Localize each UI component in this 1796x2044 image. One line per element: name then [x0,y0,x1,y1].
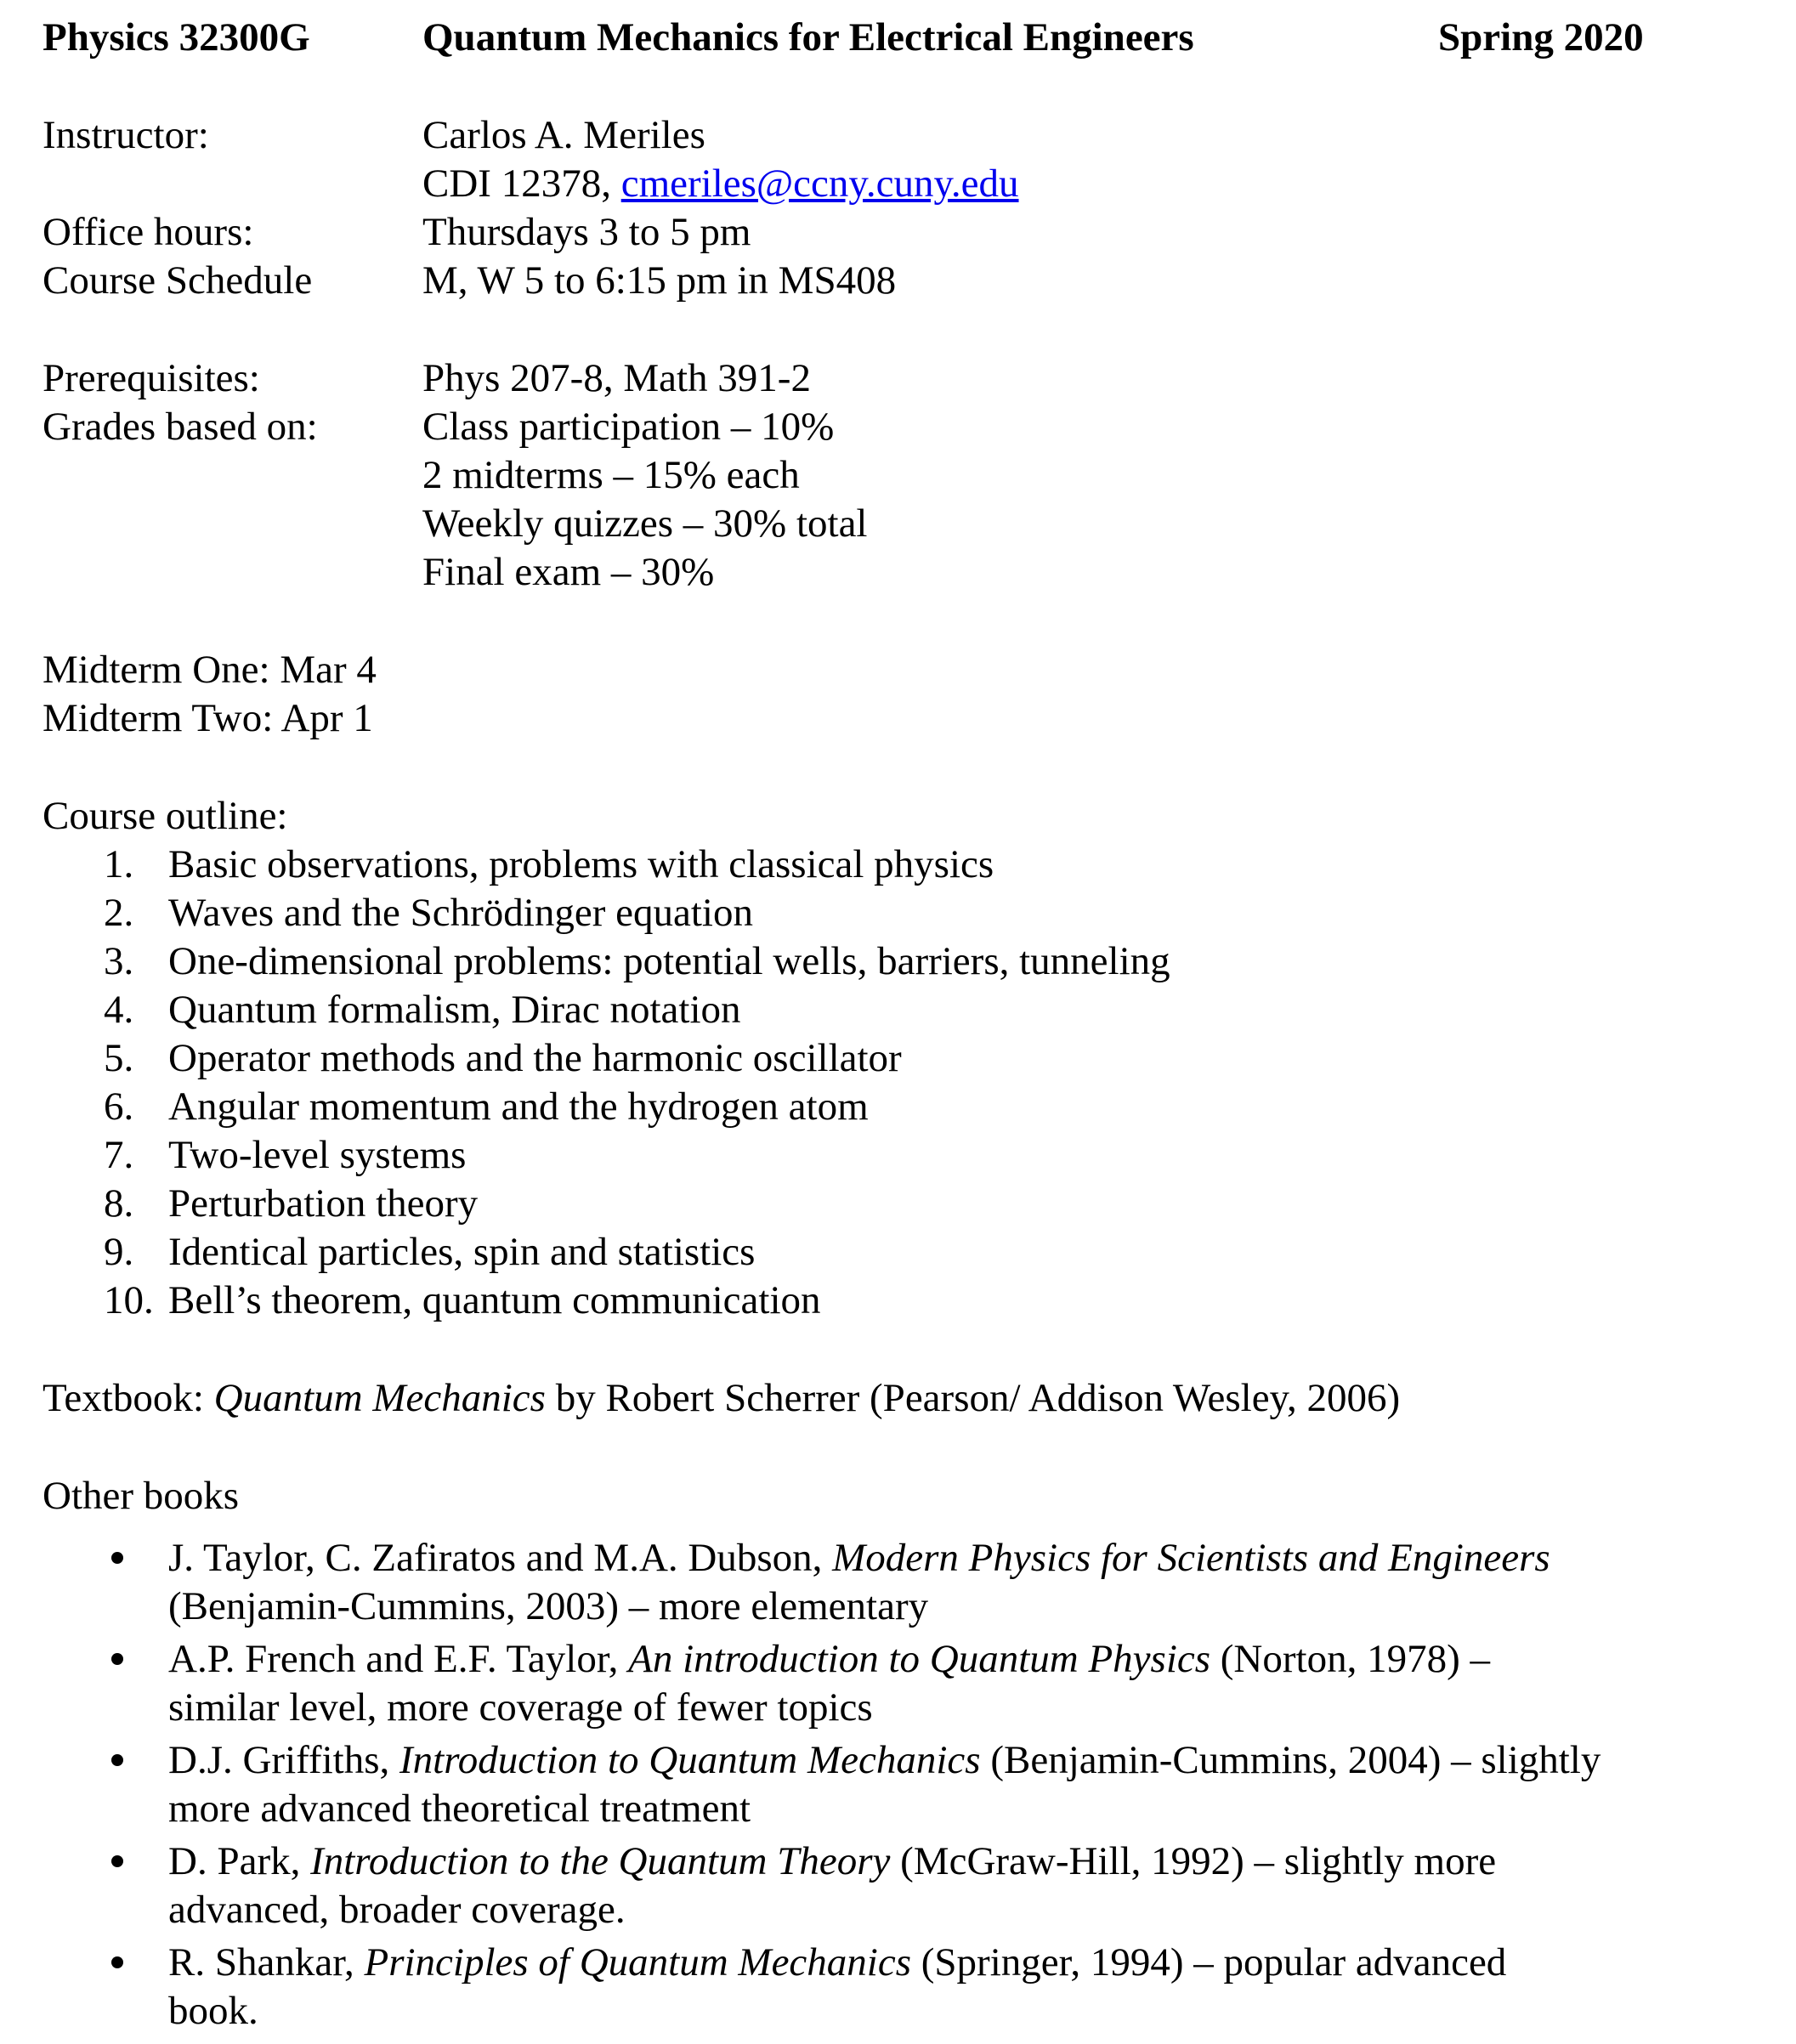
book-title: Introduction to the Quantum Theory [310,1839,891,1883]
course-term: Spring 2020 [1438,15,1644,59]
outline-number: 7. [104,1133,134,1177]
midterm-two: Midterm Two: Apr 1 [42,696,373,740]
outline-number: 4. [104,988,134,1032]
outline-item: Waves and the Schrödinger equation [168,891,753,935]
email-link[interactable]: cmeriles@ccny.cuny.edu [620,161,1019,206]
office-room: CDI 12378, [422,161,611,206]
course-title: Quantum Mechanics for Electrical Engineers [422,15,1194,59]
book-title: An introduction to Quantum Physics [628,1637,1211,1681]
prereq: Phys 207-8, Math 391-2 [422,356,811,400]
outline-item: Operator methods and the harmonic oscillator [168,1036,902,1080]
book-line [168,1635,1490,1684]
bullet-icon [111,1552,123,1564]
book-title: Introduction to Quantum Mechanics [399,1738,981,1782]
book-line [168,1939,1506,1987]
book-author: R. Shankar, [168,1940,365,1985]
grade-item: 2 midterms – 15% each [422,453,800,497]
instructor-label: Instructor: [42,113,209,157]
schedule: M, W 5 to 6:15 pm in MS408 [422,258,897,303]
book-line-continued: similar level, more coverage of fewer topics [168,1685,873,1730]
book-author: A.P. French and E.F. Taylor, [168,1637,629,1681]
outline-item: Perturbation theory [168,1181,479,1226]
outline-label: Course outline: [42,794,288,838]
book-line [168,1736,1601,1785]
textbook-label: Textbook: [42,1376,214,1420]
textbook-line [42,1374,1400,1423]
book-line-continued: more advanced theoretical treatment [168,1786,751,1831]
book-author: D.J. Griffiths, [168,1738,399,1782]
book-line [168,1837,1496,1886]
office-line [422,160,1019,208]
grade-item: Weekly quizzes – 30% total [422,501,868,546]
book-line-continued: book. [168,1989,258,2033]
bullet-icon [111,1653,123,1665]
outline-item: Two-level systems [168,1133,467,1177]
office-hours-label: Office hours: [42,210,254,254]
grade-item: Final exam – 30% [422,550,715,594]
outline-number: 3. [104,939,134,983]
grade-item: Class participation – 10% [422,405,835,449]
outline-number: 8. [104,1181,134,1226]
instructor-name: Carlos A. Meriles [422,113,705,157]
book-line-continued: (Benjamin-Cummins, 2003) – more elementary [168,1584,929,1628]
bullet-icon [111,1956,123,1968]
outline-number: 5. [104,1036,134,1080]
outline-number: 6. [104,1084,134,1129]
book-line-continued: advanced, broader coverage. [168,1888,626,1932]
outline-number: 10. [104,1278,154,1322]
schedule-label: Course Schedule [42,258,313,303]
textbook-title: Quantum Mechanics [213,1376,546,1420]
outline-number: 9. [104,1230,134,1274]
book-author: D. Park, [168,1839,311,1883]
course-code: Physics 32300G [42,15,310,59]
book-details: (Springer, 1994) – popular advanced [911,1940,1507,1985]
book-author: J. Taylor, C. Zafiratos and M.A. Dubson, [168,1536,833,1580]
outline-number: 1. [104,842,134,886]
textbook-details: by Robert Scherrer (Pearson/ Addison Wesley, 2006) [545,1376,1401,1420]
book-line [168,1534,1550,1583]
book-title: Principles of Quantum Mechanics [364,1940,912,1985]
outline-item: Bell’s theorem, quantum communication [168,1278,821,1322]
grades-label: Grades based on: [42,405,318,449]
outline-item: Basic observations, problems with classical physics [168,842,994,886]
bullet-icon [111,1855,123,1867]
book-details: (McGraw-Hill, 1992) – slightly more [890,1839,1497,1883]
office-hours: Thursdays 3 to 5 pm [422,210,751,254]
outline-item: One-dimensional problems: potential wells, barriers, tunneling [168,939,1170,983]
book-details: (Norton, 1978) – [1210,1637,1490,1681]
outline-item: Angular momentum and the hydrogen atom [168,1084,869,1129]
outline-item: Quantum formalism, Dirac notation [168,988,741,1032]
bullet-icon [111,1754,123,1766]
book-title: Modern Physics for Scientists and Engineers [832,1536,1550,1580]
book-details: (Benjamin-Cummins, 2004) – slightly [980,1738,1601,1782]
outline-number: 2. [104,891,134,935]
prereq-label: Prerequisites: [42,356,260,400]
other-books-label: Other books [42,1474,240,1518]
midterm-one: Midterm One: Mar 4 [42,648,377,692]
outline-item: Identical particles, spin and statistics [168,1230,756,1274]
